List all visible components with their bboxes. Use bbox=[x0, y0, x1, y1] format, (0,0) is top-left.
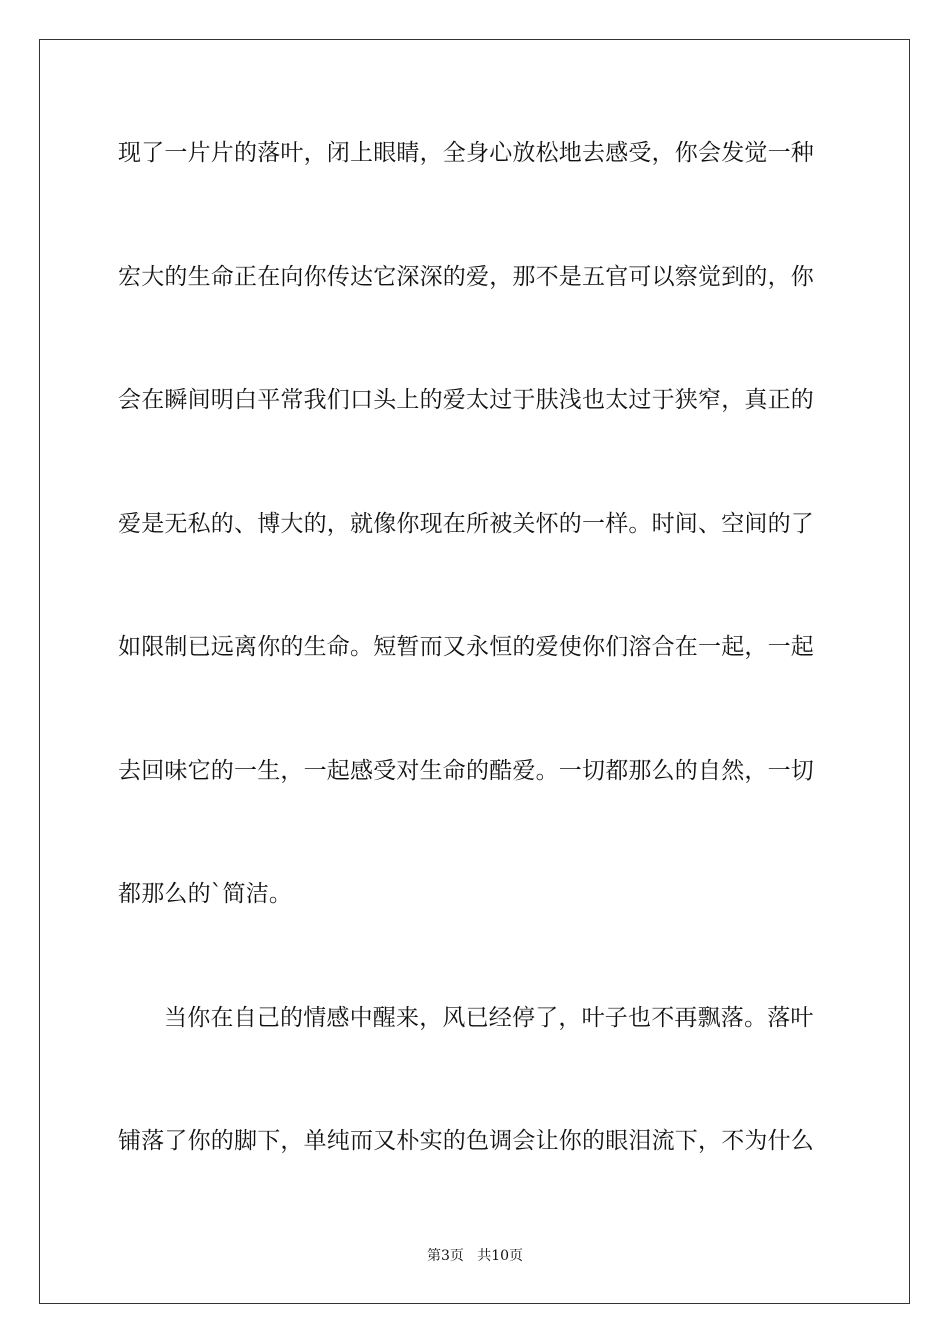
text-line: 都那么的`简洁。 bbox=[118, 881, 293, 907]
page-border bbox=[39, 39, 910, 1304]
text-line: 铺落了你的脚下，单纯而又朴实的色调会让你的眼泪流下，不为什么 bbox=[118, 1128, 814, 1154]
text-line: 现了一片片的落叶，闭上眼睛，全身心放松地去感受，你会发觉一种 bbox=[118, 140, 814, 166]
text-line: 当你在自己的情感中醒来，风已经停了，叶子也不再飘落。落叶 bbox=[164, 1005, 814, 1031]
text-line: 爱是无私的、博大的，就像你现在所被关怀的一样。时间、空间的了 bbox=[118, 511, 814, 537]
text-line: 会在瞬间明白平常我们口头上的爱太过于肤浅也太过于狭窄，真正的 bbox=[118, 387, 814, 413]
text-line: 宏大的生命正在向你传达它深深的爱，那不是五官可以察觉到的，你 bbox=[118, 264, 814, 290]
page-number-footer: 第3页 共10页 bbox=[426, 1248, 524, 1264]
text-line: 去回味它的一生，一起感受对生命的酷爱。一切都那么的自然，一切 bbox=[118, 758, 814, 784]
text-line: 如限制已远离你的生命。短暂而又永恒的爱使你们溶合在一起，一起 bbox=[118, 634, 814, 660]
